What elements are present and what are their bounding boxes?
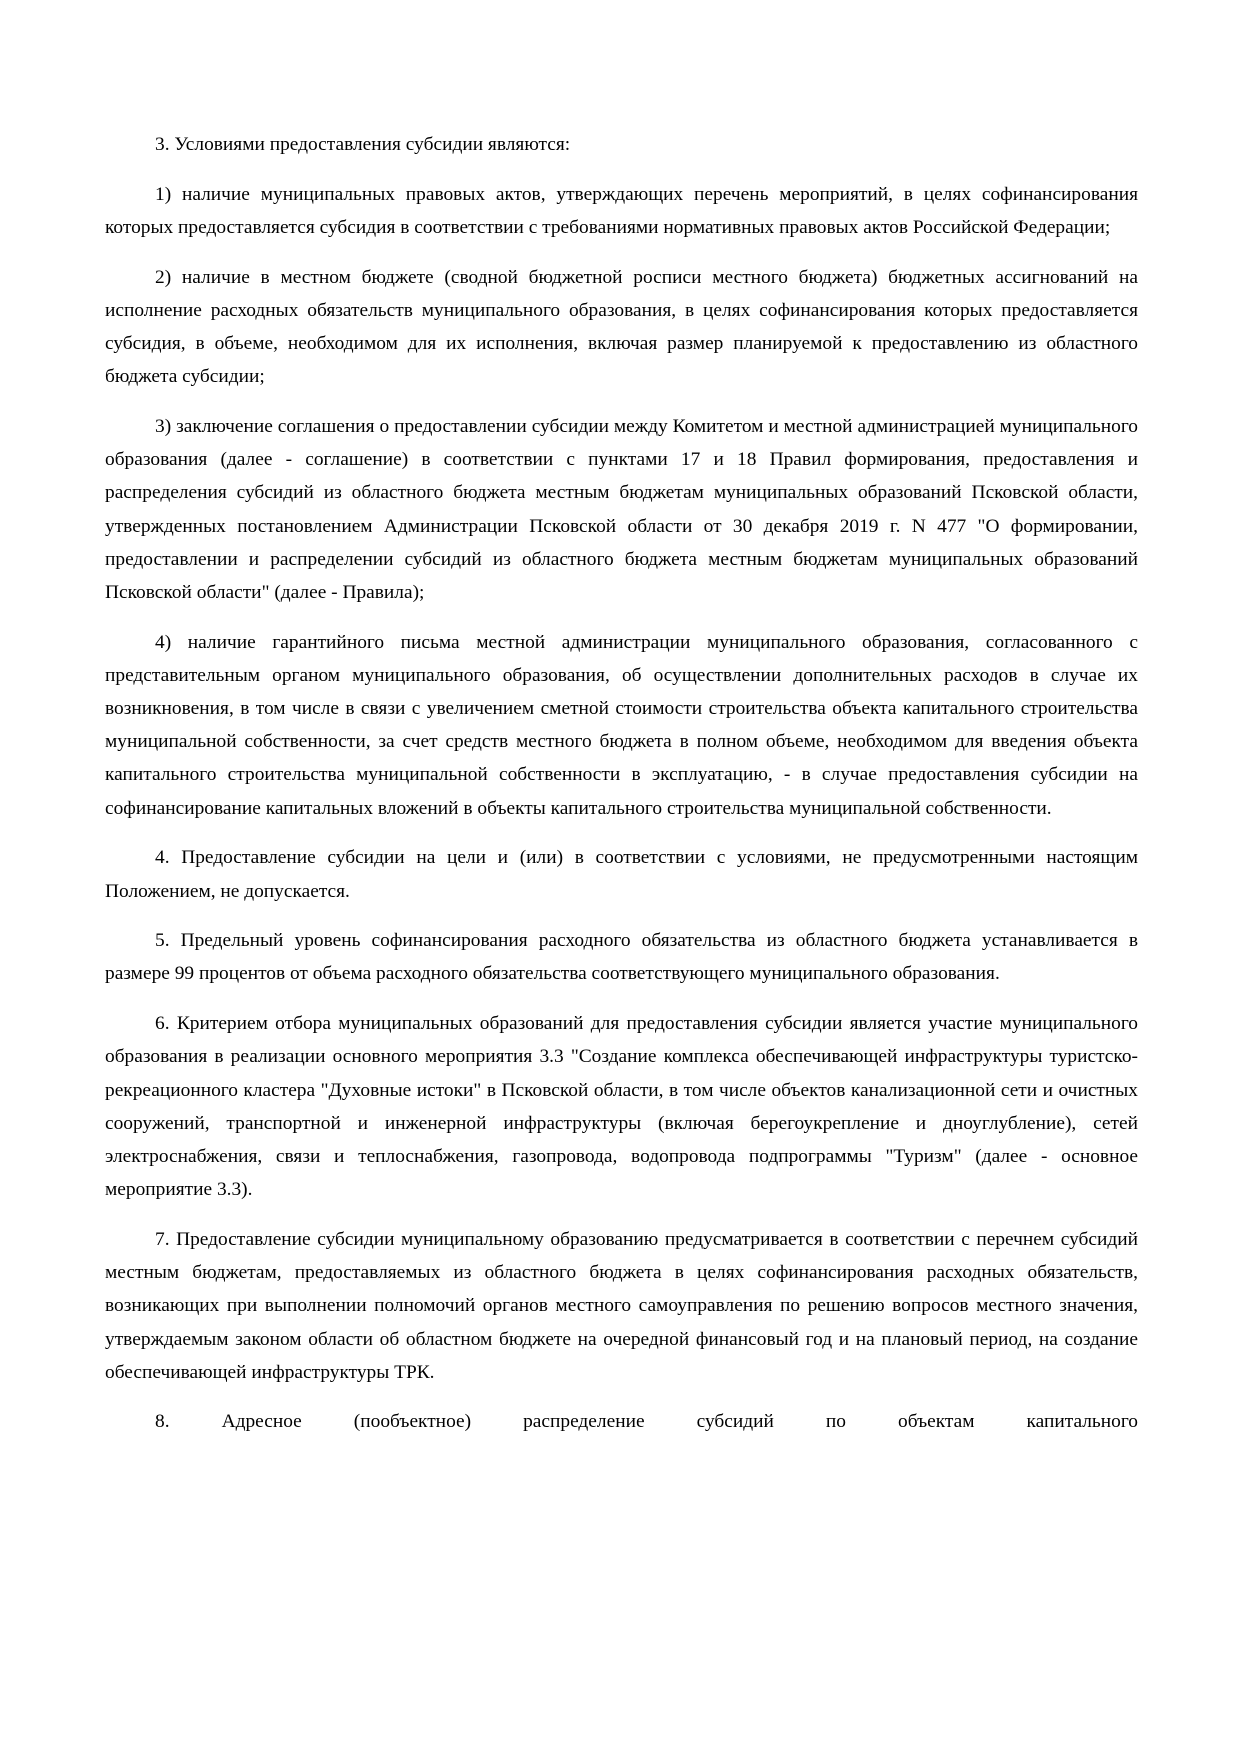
paragraph-item-6: 6. Критерием отбора муниципальных образований для предоставления субсидии является участие муниципального образования в реализации основного мероприятия 3.3 "Создание комплекса обеспечивающей инфраструктуры туристско-рекреационного кластера "Духовные истоки" в Псковской области, в том числе объектов канализационной сети и очистных сооружений, транспортной и инженерной инфраструктуры (включая берегоукрепление и дноуглубление), сетей электроснабжения, связи и теплоснабжения, газопровода, водопровода подпрограммы "Туризм" (далее - основное мероприятие 3.3). bbox=[105, 1013, 1143, 1201]
paragraph-item-5: 5. Предельный уровень софинансирования расходного обязательства из областного бюджета устанавливается в размере 99 процентов от объема расходного обязательства соответствующего муниципального образования. bbox=[105, 930, 1143, 985]
paragraph-item-7: 7. Предоставление субсидии муниципальному образованию предусматривается в соответствии с перечнем субсидий местным бюджетам, предоставляемых из областного бюджета в целях софинансирования расходных обязательств, возникающих при выполнении полномочий органов местного самоуправления по решению вопросов местного значения, утверждаемым законом области об областном бюджете на очередной финансовый год и на плановый период, на создание обеспечивающей инфраструктуры ТРК. bbox=[105, 1228, 1143, 1383]
paragraph-subitem-2: 2) наличие в местном бюджете (сводной бюджетной росписи местного бюджета) бюджетных ассигнований на исполнение расходных обязательств муниципального образования, в целях софинансирования которых предоставляется субсидия, в объеме, необходимом для их исполнения, включая размер планируемой к предоставлению из областного бюджета субсидии; bbox=[105, 266, 1143, 388]
paragraph-subitem-3: 3) заключение соглашения о предоставлении субсидии между Комитетом и местной администрацией муниципального образования (далее - соглашение) в соответствии с пунктами 17 и 18 Правил формирования, предоставления и распределения субсидий из областного бюджета местным бюджетам муниципальных образований Псковской области, утвержденных постановлением Администрации Псковской области от 30 декабря 2019 г. N 477 "О формировании, предоставлении и распределении субсидий из областного бюджета местным бюджетам муниципальных образований Псковской области" (далее - Правила); bbox=[105, 415, 1143, 603]
paragraph-subitem-4: 4) наличие гарантийного письма местной администрации муниципального образования, согласованного с представительным органом муниципального образования, об осуществлении дополнительных расходов в случае их возникновения, в том числе в связи с увеличением сметной стоимости строительства объекта капитального строительства муниципальной собственности, за счет средств местного бюджета в полном объеме, необходимом для введения объекта капитального строительства муниципальной собственности в эксплуатацию, - в случае предоставления субсидии на софинансирование капитальных вложений в объекты капитального строительства муниципальной собственности. bbox=[105, 631, 1143, 819]
paragraph-item-4: 4. Предоставление субсидии на цели и (или) в соответствии с условиями, не предусмотренными настоящим Положением, не допускается. bbox=[105, 847, 1143, 902]
paragraph-item-8: 8. Адресное (пообъектное) распределение субсидий по объектам капитального bbox=[155, 1411, 1138, 1433]
paragraph-subitem-1: 1) наличие муниципальных правовых актов, утверждающих перечень мероприятий, в целях софинансирования которых предоставляется субсидия в соответствии с требованиями нормативных правовых актов Российской Федерации; bbox=[105, 183, 1143, 238]
paragraph-item-3-heading: 3. Условиями предоставления субсидии являются: bbox=[155, 134, 571, 155]
document-text-body bbox=[105, 128, 1143, 1439]
